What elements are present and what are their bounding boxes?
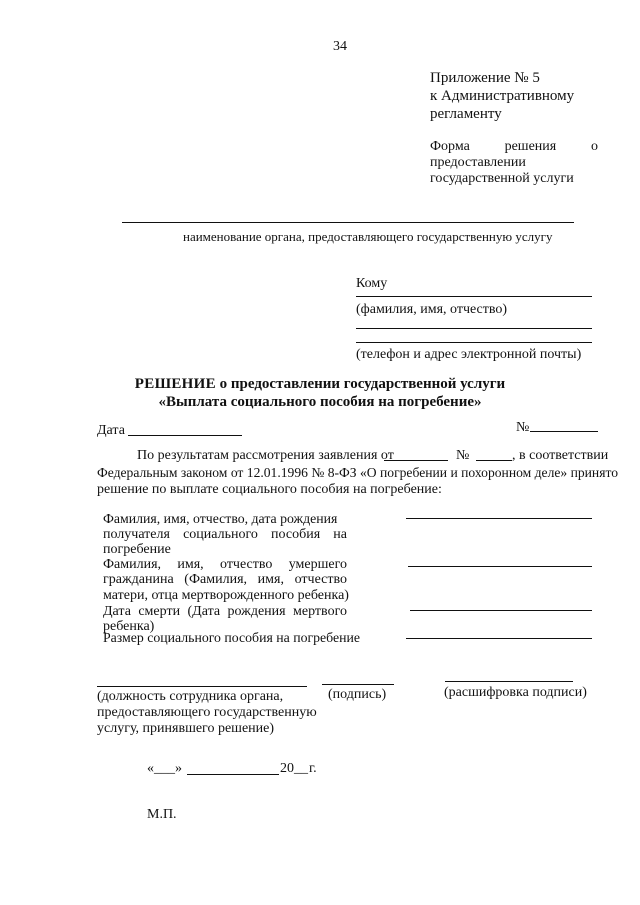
page-number: 34 (333, 39, 347, 54)
organ-caption: наименование органа, предоставляющего государственную услугу (183, 229, 553, 244)
sign-year-suffix: г. (309, 761, 317, 776)
field-2-word-4: умершего (288, 557, 347, 572)
paragraph-line-2: Федеральным законом от 12.01.1996 № 8-ФЗ «О погребении и похоронном деле» принято (97, 465, 619, 480)
field-1-word-1: получателя (103, 527, 170, 542)
position-caption-line-2: предоставляющего государственную (97, 705, 317, 720)
recipient-email-line[interactable] (356, 342, 592, 343)
contact-caption: (телефон и адрес электронной почты) (356, 347, 582, 362)
number-input-line[interactable] (530, 431, 598, 432)
date-label: Дата (97, 423, 125, 438)
position-caption-line-1: (должность сотрудника органа, (97, 689, 284, 704)
appendix-line-3: регламенту (430, 106, 502, 122)
date-input-line[interactable] (128, 435, 242, 436)
field-2-line-3: матери, отца мертворожденного ребенка) (103, 588, 349, 603)
sign-day: «___» (147, 761, 182, 776)
signature-line[interactable] (322, 684, 394, 685)
organ-name-line[interactable] (122, 222, 574, 223)
decision-title (0, 375, 640, 393)
sign-month-line[interactable] (187, 774, 279, 775)
field-2-word-5: гражданина (103, 572, 174, 587)
number-label: № (516, 420, 530, 435)
decision-title-bold: РЕШЕНИЕ (134, 376, 216, 392)
paragraph-line-1c: , в соответствии (512, 448, 609, 463)
field-1-line-1: Фамилия, имя, отчество, дата рождения (103, 511, 338, 526)
appendix-line-2: к Административному (430, 88, 575, 104)
field-1-word-2: социального (183, 527, 258, 542)
field-3-line-2: ребенка) (103, 619, 155, 634)
appendix-title: Приложение № 5 (430, 70, 540, 86)
field-3-word-4: рождения (227, 604, 286, 619)
field-2-line-2 (103, 571, 347, 588)
deceased-fio-value-line[interactable] (408, 566, 592, 567)
death-date-value-line[interactable] (410, 610, 592, 611)
field-3-word-2: смерти (138, 604, 181, 619)
field-2-word-2: имя, (177, 557, 204, 572)
form-word-1: Форма (430, 139, 470, 154)
recipient-fio-value-line[interactable] (406, 518, 592, 519)
position-line[interactable] (97, 686, 307, 687)
decision-subtitle: «Выплата социального пособия на погребение» (158, 394, 482, 410)
field-1-word-4: на (333, 527, 347, 542)
decision-title-rest: о предоставлении государственной услуги (219, 376, 506, 392)
form-caption-line-2: предоставлении (430, 155, 526, 170)
application-date-line[interactable] (384, 460, 448, 461)
form-caption-line-3: государственной услуги (430, 171, 574, 186)
recipient-label: Кому (356, 276, 388, 291)
paragraph-line-3: решение по выплате социального пособия на погребение: (97, 482, 442, 497)
field-2-word-7: имя, (257, 572, 284, 587)
field-3-word-1: Дата (103, 604, 131, 619)
field-3-word-5: мертвого (293, 604, 347, 619)
fio-caption: (фамилия, имя, отчество) (356, 302, 508, 317)
benefit-amount-value-line[interactable] (406, 638, 592, 639)
form-word-2: решения (504, 139, 557, 154)
signature-caption: (подпись) (328, 687, 387, 702)
field-2-word-8: отчество (294, 572, 347, 587)
paragraph-line-1a: По результатам рассмотрения заявления от (137, 448, 394, 463)
signature-decode-caption: (расшифровка подписи) (444, 685, 587, 700)
form-caption-line-1 (430, 138, 598, 155)
application-number-line[interactable] (476, 460, 512, 461)
stamp-place: М.П. (147, 807, 177, 822)
recipient-name-line[interactable] (356, 296, 592, 297)
paragraph-line-1b: № (456, 448, 470, 463)
position-caption-line-3: услугу, принявшего решение) (97, 721, 275, 736)
field-2-word-3: отчество (220, 557, 273, 572)
signature-decode-line[interactable] (445, 681, 573, 682)
field-2-word-6: (Фамилия, (184, 572, 248, 587)
sign-year-prefix: 20__ (280, 761, 308, 776)
form-word-3: о (591, 139, 598, 154)
recipient-phone-line[interactable] (356, 328, 592, 329)
field-1-line-3: погребение (103, 542, 171, 557)
field-2-word-1: Фамилия, (103, 557, 162, 572)
field-3-word-3: (Дата (187, 604, 221, 619)
field-1-word-3: пособия (271, 527, 321, 542)
field-4-line-1: Размер социального пособия на погребение (103, 630, 361, 645)
